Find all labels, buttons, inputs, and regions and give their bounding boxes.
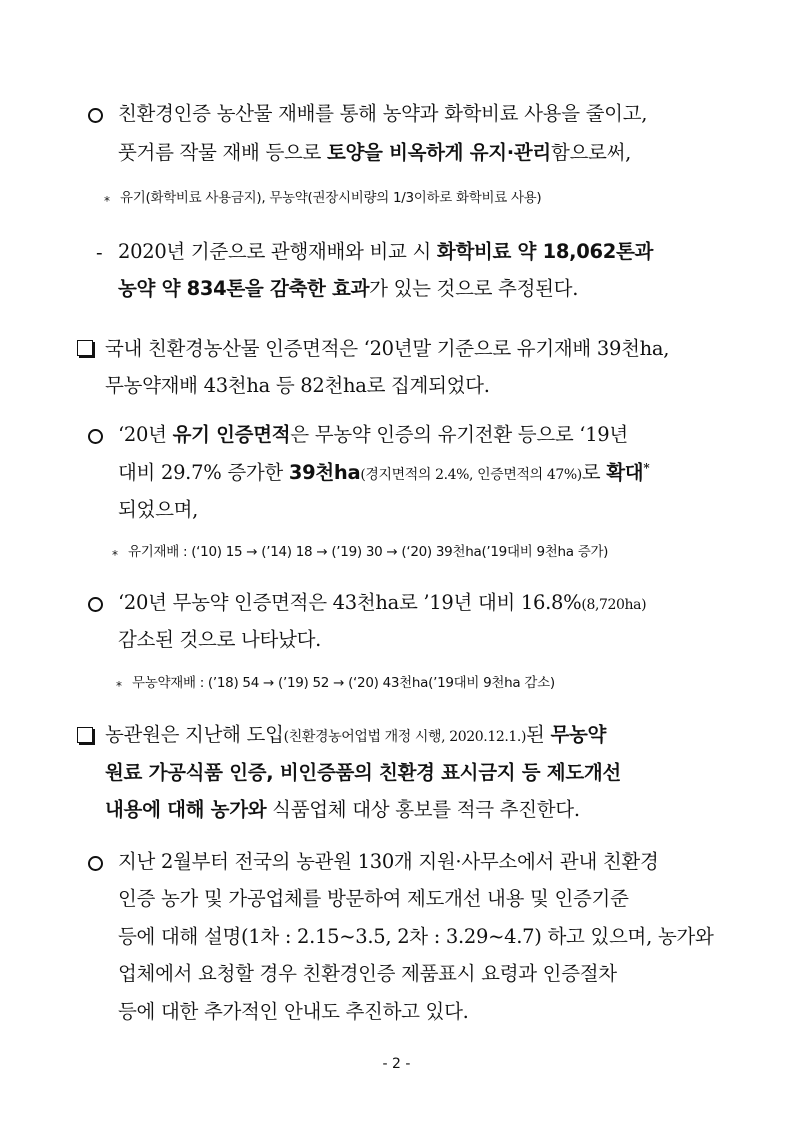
paragraph-3-line-2: 감소된 것으로 나타났다. [118,628,322,651]
paragraph-2-line-3: 되었으며, [118,498,199,521]
section-2-line-1 [105,725,606,745]
note-marker: * [116,679,122,693]
emphasis-text: 토양을 비옥하게 유지·관리 [326,141,551,164]
paragraph-4-line-3: 등에 대해 설명(1차 : 2.15~3.5, 2차 : 3.29~4.7) 하고 있으며, 농가와 [118,925,714,948]
note-marker: * [104,194,110,208]
emphasis-text: 유기 인증면적 [172,423,291,446]
small-text: (경지면적의 2.4%, 인증면적의 47%) [360,467,582,483]
emphasis-text: 화학비료 약 18,062톤과 [436,240,654,263]
emphasis-text: 농약 약 834톤을 감축한 효과 [118,277,370,300]
note-2: 유기재배 : (‘10) 15 → (’14) 18 → (’19) 30 → (‘20) 39천ha(’19대비 9천ha 증가) [128,544,609,560]
text-span: ‘20년 [118,423,173,446]
paragraph-1-line-2 [118,143,631,163]
page-number: - 2 - [382,1056,411,1072]
text-span: 2020년 기준으로 관행재배와 비교 시 [118,240,437,263]
text-span: 대비 29.7% 증가한 [118,461,289,484]
note-3: 무농약재배 : (’18) 54 → (’19) 52 → (‘20) 43천ha(’19대비 9천ha 감소) [132,675,555,691]
dash-item-line-2 [118,279,578,299]
circle-bullet-icon [88,856,103,871]
dash-item-line-1 [118,242,653,262]
section-2-line-3 [105,800,580,820]
paragraph-2-line-1 [118,425,628,445]
text-span: 농관원은 지난해 도입 [105,723,284,746]
paragraph-4-line-2: 인증 농가 및 가공업체를 방문하여 제도개선 내용 및 인증기준 [118,887,629,910]
square-bullet-icon [77,727,93,743]
emphasis-text: 39천ha [288,461,361,484]
circle-bullet-icon [88,429,103,444]
small-text: (8,720ha) [581,597,647,613]
note-1: 유기(화학비료 사용금지), 무농약(권장시비량의 1/3이하로 화학비료 사용) [120,190,542,206]
emphasis-text: 내용에 대해 농가와 [105,798,267,821]
circle-bullet-icon [88,597,103,612]
paragraph-4-line-5: 등에 대한 추가적인 안내도 추진하고 있다. [118,1000,469,1023]
paragraph-1-line-1: 친환경인증 농산물 재배를 통해 농약과 화학비료 사용을 줄이고, [118,102,648,125]
section-1-line-1: 국내 친환경농산물 인증면적은 ‘20년말 기준으로 유기재배 39천ha, [105,337,670,360]
footnote-marker: * [643,461,650,475]
circle-bullet-icon [88,108,103,123]
paragraph-3-line-1 [118,593,646,613]
text-span: 식품업체 대상 홍보를 적극 추진한다. [266,798,580,821]
small-text: (친환경농어업법 개정 시행, 2020.12.1.) [283,729,527,745]
text-span: ‘20년 무농약 인증면적은 43천ha로 ’19년 대비 16.8% [118,591,582,614]
text-span: 은 무농약 인증의 유기전환 등으로 ‘19년 [290,423,628,446]
emphasis-text: 확대 [606,461,644,484]
text-span: 함으로써, [550,141,632,164]
paragraph-4-line-1: 지난 2월부터 전국의 농관원 130개 지원·사무소에서 관내 친환경 [118,850,659,873]
paragraph-4-line-4: 업체에서 요청할 경우 친환경인증 제품표시 요령과 인증절차 [118,962,617,985]
section-2-line-2: 원료 가공식품 인증, 비인증품의 친환경 표시금지 등 제도개선 [105,761,621,784]
text-span: 가 있는 것으로 추정된다. [369,277,579,300]
text-span: 된 [526,723,551,746]
dash-bullet: - [96,241,103,264]
text-span: 풋거름 작물 재배 등으로 [118,141,327,164]
paragraph-2-line-2 [118,463,649,483]
square-bullet-icon [77,340,93,356]
emphasis-text: 무농약 [550,723,607,746]
text-span: 로 [581,461,607,484]
section-1-line-2: 무농약재배 43천ha 등 82천ha로 집계되었다. [105,374,490,397]
note-marker: * [112,548,118,562]
